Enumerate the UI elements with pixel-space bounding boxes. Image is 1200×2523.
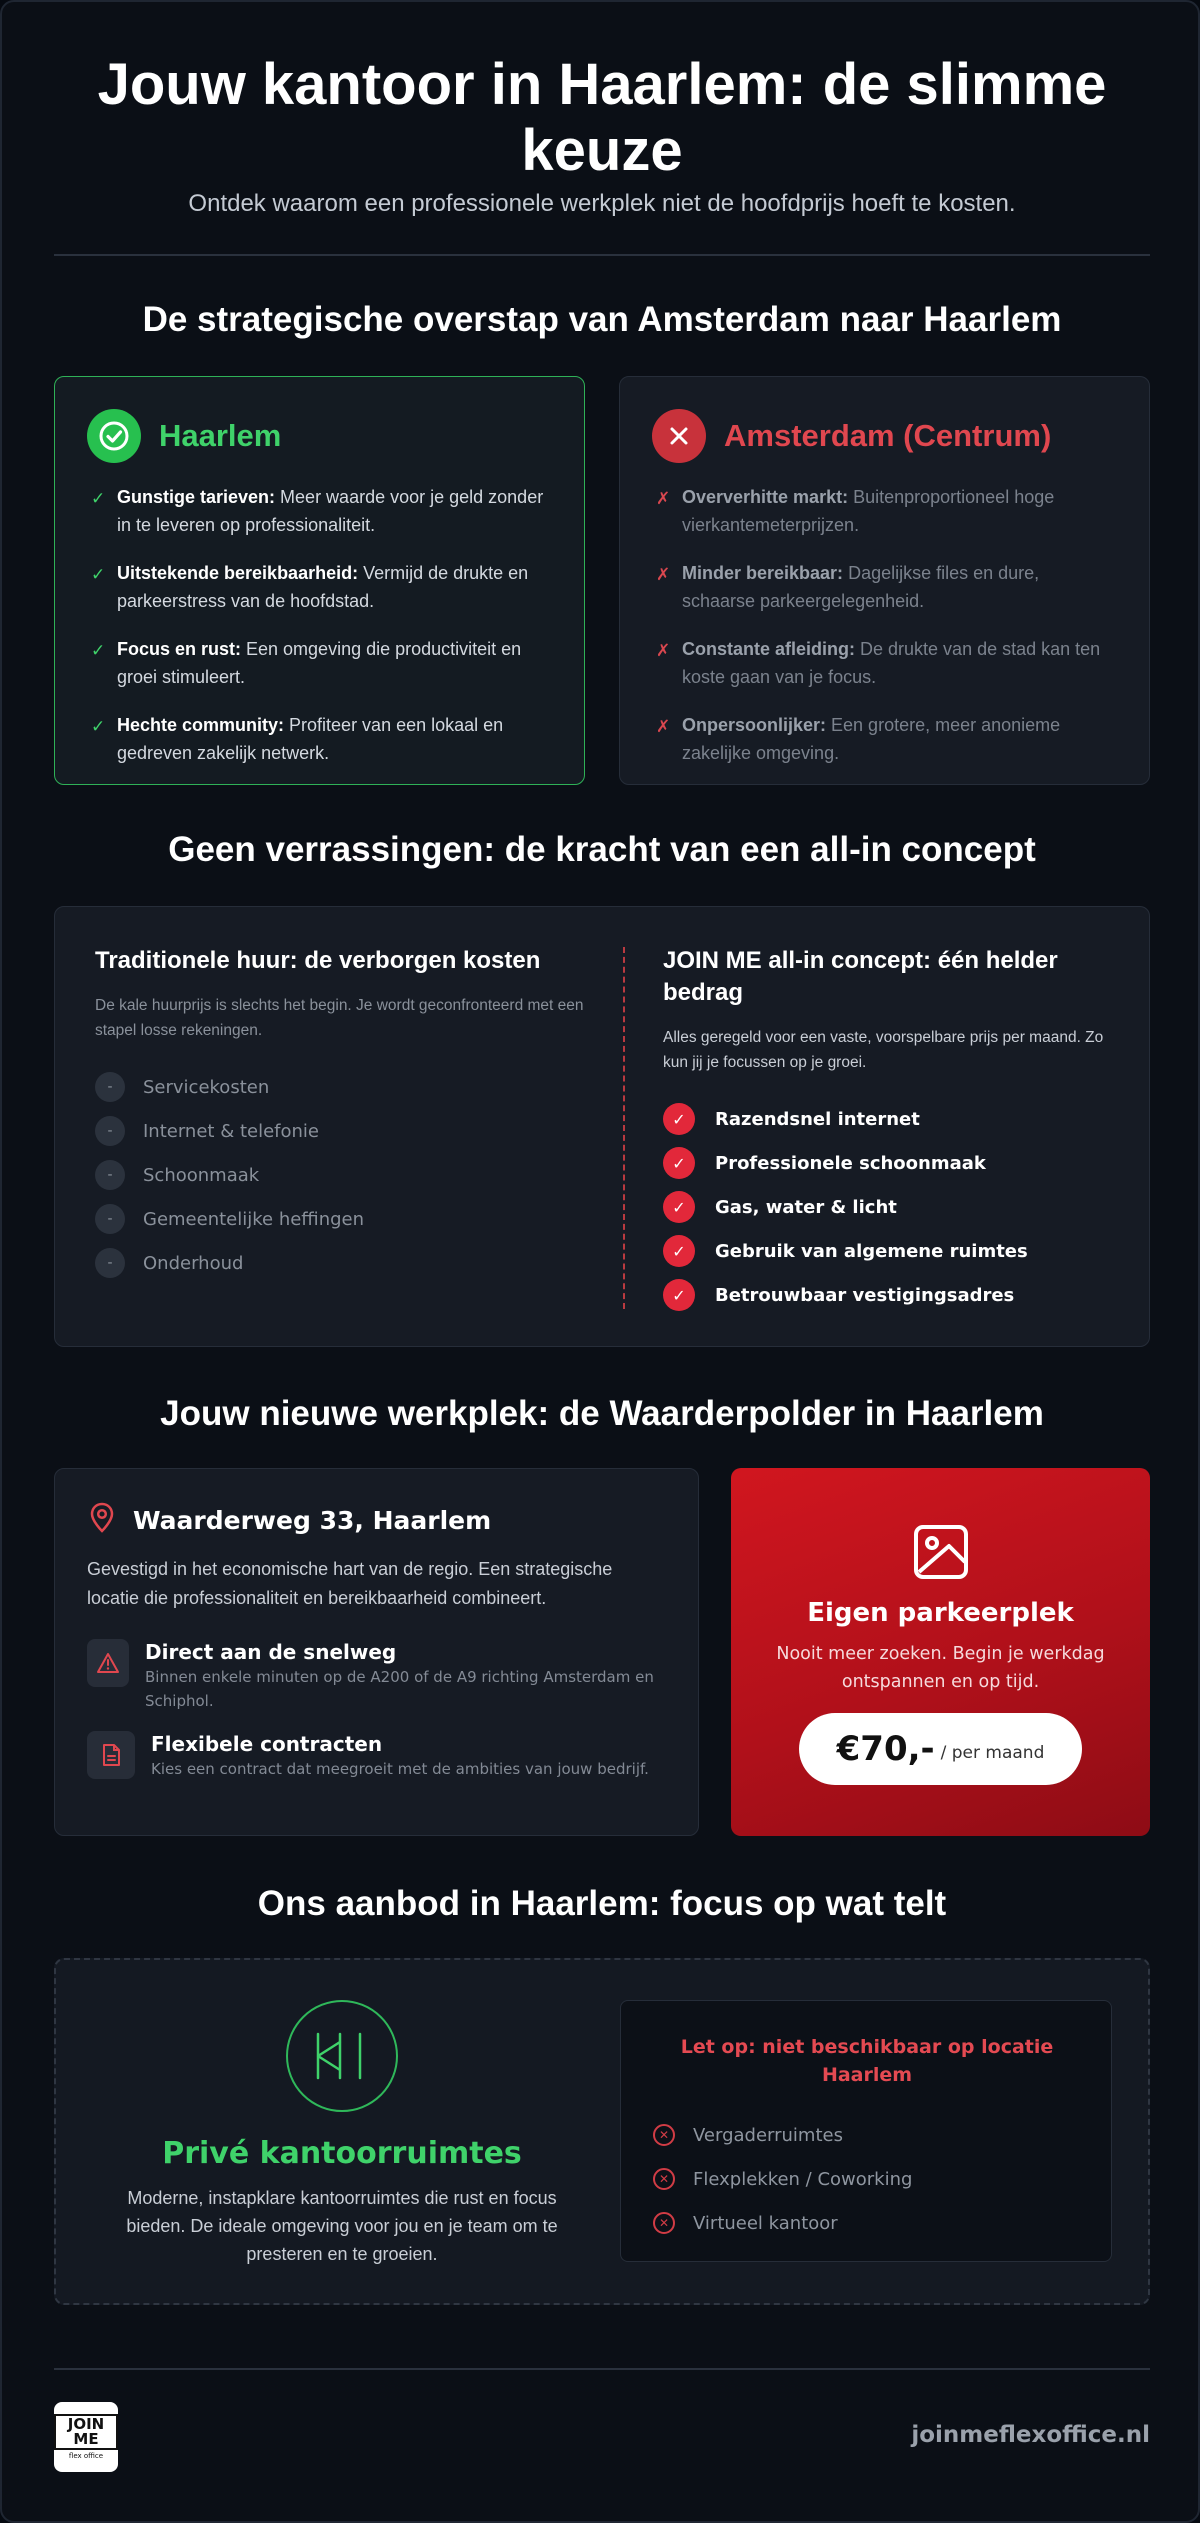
traditional-title: Traditionele huur: de verborgen kosten [95,947,541,974]
list-item: ✓ Hechte community: Profiteer van een lokaal en gedreven zakelijk netwerk. [91,711,551,767]
list-item: ✓ Focus en rust: Een omgeving die productiviteit en groei stimuleert. [91,635,551,691]
brand-logo-subtext: flex office [68,2452,104,2460]
price-pill [799,1713,1082,1785]
feature-highway [87,1639,665,1713]
list-item: ✕ Vergaderruimtes [653,2113,912,2157]
list-item: ✗ Oververhitte markt: Buitenproportioneel hoge vierkantemeterprijzen. [656,483,1116,539]
haarlem-card [54,376,585,785]
haarlem-card-header [87,409,281,463]
list-item: ✓ Razendsnel internet [663,1097,1028,1141]
dash-icon: - [95,1072,125,1102]
list-item: ✗ Constante afleiding: De drukte van de stad kan ten koste gaan van je focus. [656,635,1116,691]
x-circle-icon: ✕ [653,2168,675,2190]
check-icon: ✓ [663,1235,695,1267]
cross-icon: ✗ [656,565,671,584]
amsterdam-card-header [652,409,1051,463]
x-circle-icon [652,409,706,463]
parking-desc: Nooit meer zoeken. Begin je werkdag ontspannen en op tijd. [776,1644,1105,1692]
list-item: ✗ Minder bereikbaar: Dagelijkse files en dure, schaarse parkeergelegenheid. [656,559,1116,615]
joinme-desc: Alles geregeld voor een vaste, voorspelbare prijs per maand. Zo kun jij je focussen op je groei. [663,1029,1104,1071]
check-icon: ✓ [663,1147,695,1179]
allin-panel [54,906,1150,1347]
check-icon: ✓ [663,1191,695,1223]
warning-icon [87,1639,129,1687]
cross-icon: ✗ [656,489,671,508]
parking-price: €70,- [836,1729,935,1769]
section-title-allin: Geen verrassingen: de kracht van een all-in concept [168,830,1036,869]
hidden-costs-list [95,1065,364,1285]
amsterdam-card [619,376,1150,785]
allin-includes-list [663,1097,1028,1317]
list-item: ✓ Uitstekende bereikbaarheid: Vermijd de drukte en parkeerstress van de hoofdstad. [91,559,551,615]
list-item: ✕ Virtueel kantoor [653,2201,912,2245]
list-item: ✓ Professionele schoonmaak [663,1141,1028,1185]
list-item: ✓ Betrouwbaar vestigingsadres [663,1273,1028,1317]
feature-desc: Kies een contract dat meegroeit met de ambities van jouw bedrijf. [151,1760,649,1778]
dash-icon: - [95,1160,125,1190]
not-available-box [620,2000,1112,2262]
haarlem-pros-list [91,483,551,787]
section-title-offer: Ons aanbod in Haarlem: focus op wat telt [257,1884,947,1923]
feature-desc: Binnen enkele minuten op de A200 of de A9 richting Amsterdam en Schiphol. [145,1668,654,1710]
parking-card [731,1468,1150,1836]
haarlem-card-title: Haarlem [159,418,282,453]
x-circle-icon: ✕ [653,2124,675,2146]
checkmark-icon: ✓ [91,565,106,584]
dash-icon: - [95,1204,125,1234]
page-title: Jouw kantoor in Haarlem: de slimme keuze [97,52,1107,183]
brand-logo-text: JOIN ME [54,2414,118,2450]
dash-icon: - [95,1116,125,1146]
list-item: ✗ Onpersoonlijker: Een grotere, meer anonieme zakelijke omgeving. [656,711,1116,767]
location-header [87,1501,491,1540]
traditional-desc: De kale huurprijs is slechts het begin. Je wordt geconfronteerd met een stapel losse rekeningen. [95,997,584,1039]
document-icon [87,1731,135,1779]
parking-price-unit: / per maand [940,1743,1045,1763]
location-desc: Gevestigd in het economische hart van de regio. Een strategische locatie die professionaliteit en bereikbaarheid combineert. [87,1559,613,1608]
map-pin-icon [87,1501,117,1540]
location-address: Waarderweg 33, Haarlem [133,1506,492,1535]
page-subtitle: Ontdek waarom een professionele werkplek niet de hoofdprijs hoeft te kosten. [188,190,1016,217]
checkmark-icon: ✓ [91,489,106,508]
cross-icon: ✗ [656,717,671,736]
list-item: ✕ Flexplekken / Coworking [653,2157,912,2201]
checkmark-icon: ✓ [91,641,106,660]
offer-desc: Moderne, instapklare kantoorruimtes die rust en focus bieden. De ideale omgeving voor jou en je team om te presteren en te groeien. [126,2188,558,2264]
amsterdam-card-title: Amsterdam (Centrum) [724,418,1052,453]
brand-logo[interactable] [54,2402,118,2472]
feature-contracts [87,1731,671,1781]
not-available-title: Let op: niet beschikbaar op locatie Haarlem [680,2036,1054,2086]
check-icon: ✓ [663,1103,695,1135]
section-title-compare: De strategische overstap van Amsterdam naar Haarlem [142,300,1062,339]
list-item: - Internet & telefonie [95,1109,364,1153]
list-item: ✓ Gas, water & licht [663,1185,1028,1229]
x-circle-icon: ✕ [653,2212,675,2234]
list-item: - Servicekosten [95,1065,364,1109]
feature-title: Direct aan de snelweg [145,1640,397,1664]
offer-title: Privé kantoorruimtes [162,2136,522,2171]
list-item: - Gemeentelijke heffingen [95,1197,364,1241]
amsterdam-cons-list [656,483,1116,787]
offer-panel [54,1958,1150,2305]
joinme-title: JOIN ME all-in concept: één helder bedrag [663,947,1058,1006]
office-logo-icon [286,2000,398,2112]
dash-icon: - [95,1248,125,1278]
website-link[interactable]: joinmeflexoffice.nl [911,2422,1150,2448]
image-icon [911,1522,971,1587]
check-icon: ✓ [663,1279,695,1311]
checkmark-icon: ✓ [91,717,106,736]
feature-title: Flexibele contracten [151,1732,383,1756]
list-item: - Onderhoud [95,1241,364,1285]
section-title-location: Jouw nieuwe werkplek: de Waarderpolder in Haarlem [160,1394,1044,1433]
parking-title: Eigen parkeerplek [807,1598,1074,1628]
not-available-list [653,2113,912,2245]
list-item: ✓ Gebruik van algemene ruimtes [663,1229,1028,1273]
footer-divider [54,2368,1150,2370]
location-card [54,1468,699,1836]
list-item: - Schoonmaak [95,1153,364,1197]
dashed-divider [623,947,625,1309]
divider [54,254,1150,256]
cross-icon: ✗ [656,641,671,660]
check-circle-icon [87,409,141,463]
list-item: ✓ Gunstige tarieven: Meer waarde voor je geld zonder in te leveren op professionaliteit. [91,483,551,539]
